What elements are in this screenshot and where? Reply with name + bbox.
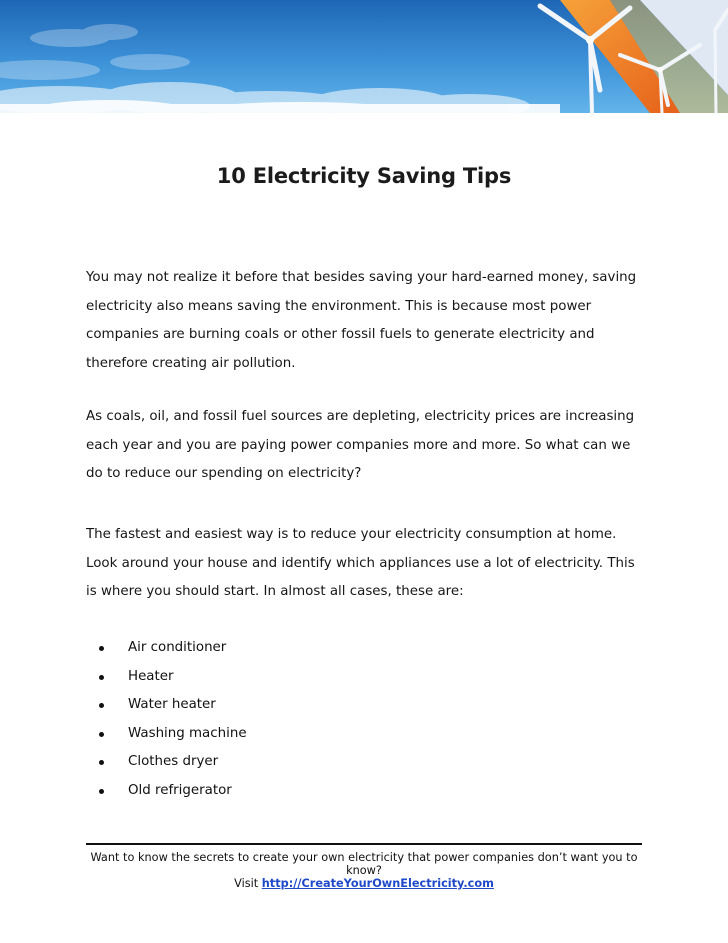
list-item-label: Clothes dryer — [128, 754, 219, 770]
bullet-icon — [99, 703, 104, 708]
list-item — [86, 720, 247, 749]
header-banner — [0, 0, 728, 113]
list-item — [86, 634, 247, 663]
list-item-label: Water heater — [128, 697, 216, 713]
consumption-paragraph: The fastest and easiest way is to reduce your electricity consumption at home. Look around your house and identify which appliances use a lot of electricity. This is where you should start. In almost all cases, these are: — [86, 527, 635, 599]
footer-question: Want to know the secrets to create your own electricity that power companies don’t want you to know? — [90, 851, 638, 877]
wind-turbines-sky-icon — [0, 0, 728, 113]
page-title: 10 Electricity Saving Tips — [216, 164, 512, 188]
list-item — [86, 748, 247, 777]
bullet-icon — [99, 732, 104, 737]
visit-label: Visit — [234, 877, 259, 890]
list-item — [86, 777, 247, 806]
bullet-icon — [99, 760, 104, 765]
bullet-icon — [99, 675, 104, 680]
list-item-label: Air conditioner — [128, 640, 227, 655]
prices-paragraph: As coals, oil, and fossil fuel sources are depleting, electricity prices are increasing each year and you are paying power companies more and more. So what can we do to reduce our spending on electricity? — [86, 409, 635, 481]
footer-visit-line — [86, 877, 642, 890]
intro-paragraph: You may not realize it before that besides saving your hard-earned money, saving electricity also means saving the environment. This is because most power companies are burning coals or other fossil fuels to generate electricity and therefore creating air pollution. — [86, 270, 637, 371]
list-item-label: Heater — [128, 668, 174, 684]
list-item-label: Washing machine — [128, 725, 247, 741]
list-item — [86, 691, 247, 720]
list-item-label: Old refrigerator — [128, 782, 232, 798]
appliance-list — [86, 634, 247, 806]
bullet-icon — [99, 789, 104, 794]
list-item — [86, 663, 247, 692]
website-link[interactable]: http://CreateYourOwnElectricity.com — [261, 877, 494, 890]
footer-divider — [86, 843, 642, 845]
bullet-icon — [99, 646, 104, 651]
